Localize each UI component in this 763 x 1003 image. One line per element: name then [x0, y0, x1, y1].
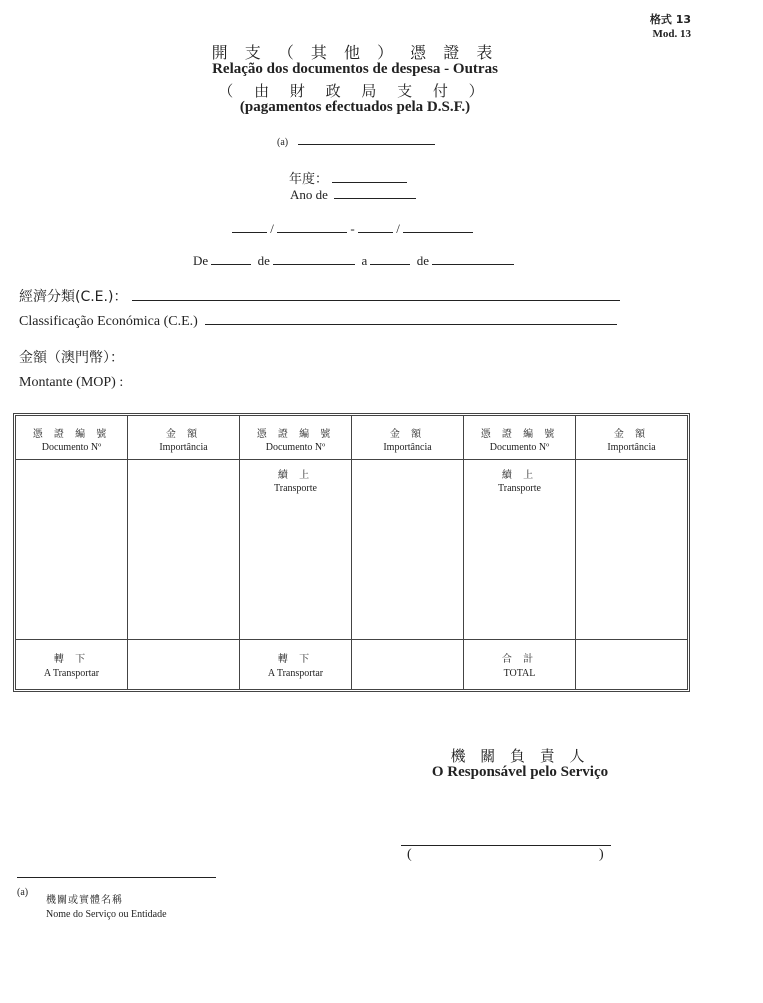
header-cell — [240, 416, 352, 460]
slash-2: / — [396, 221, 400, 236]
carry-amount-cell[interactable] — [128, 640, 240, 690]
header-pt: Documento Nº — [41, 442, 102, 453]
signature-line[interactable] — [401, 845, 611, 846]
document-cell[interactable] — [240, 460, 352, 640]
ce-field-pt — [19, 314, 617, 330]
range-dash: - — [350, 221, 355, 236]
amount-cell[interactable] — [128, 460, 240, 640]
header-zh: 金 額 — [389, 429, 426, 440]
amount-cell[interactable] — [576, 460, 688, 640]
title-pt: Relação dos documentos de despesa - Outras — [212, 61, 498, 77]
table-footer-row — [16, 640, 688, 690]
year-blank-pt[interactable] — [334, 197, 416, 199]
period-day-blank[interactable] — [211, 263, 251, 265]
ce-blank-pt[interactable] — [205, 323, 617, 325]
header-pt: Importância — [159, 442, 208, 453]
transport-zh: 續 上 — [277, 470, 314, 481]
period-field — [193, 253, 514, 269]
signature-title-zh: 機 關 負 責 人 — [450, 747, 590, 765]
carry-zh: 轉 下 — [53, 654, 90, 665]
ce-blank-zh[interactable] — [132, 299, 620, 301]
signature-open-paren: ( — [407, 847, 412, 862]
amount-cell[interactable] — [352, 460, 464, 640]
footnote-rule — [17, 877, 216, 878]
form-code-zh: 格式 13 — [649, 13, 691, 26]
ce-label-pt: Classificação Económica (C.E.) — [19, 314, 198, 329]
table-body-row — [16, 460, 688, 640]
date-range-blanks — [232, 221, 473, 237]
signature-title-pt: O Responsável pelo Serviço — [431, 764, 609, 780]
period-month2-blank[interactable] — [432, 263, 514, 265]
year-field-zh — [289, 168, 407, 187]
start-month-blank[interactable] — [277, 231, 347, 233]
header-cell — [16, 416, 128, 460]
entity-blank[interactable] — [298, 143, 435, 145]
header-zh: 憑 證 編 號 — [256, 429, 335, 440]
header-cell — [464, 416, 576, 460]
period-de-1: De — [193, 253, 209, 268]
year-label-zh: 年度： — [289, 172, 329, 187]
carry-pt: A Transportar — [267, 668, 324, 679]
header-zh: 金 額 — [613, 429, 650, 440]
table-header-row — [16, 416, 688, 460]
transport-zh: 續 上 — [501, 470, 538, 481]
carry-zh: 轉 下 — [277, 654, 314, 665]
start-day-blank[interactable] — [232, 231, 267, 233]
year-field-pt — [290, 187, 416, 203]
period-day2-blank[interactable] — [370, 263, 410, 265]
title-zh: 開 支 （ 其 他 ） 憑 證 表 — [211, 43, 499, 62]
year-label-pt: Ano de — [290, 187, 328, 202]
signature-close-paren: ) — [599, 847, 604, 862]
carry-pt: A Transportar — [43, 668, 100, 679]
end-day-blank[interactable] — [358, 231, 393, 233]
ce-field-zh — [19, 286, 620, 306]
header-pt: Importância — [607, 442, 656, 453]
period-de-2: de — [257, 253, 270, 268]
subtitle-zh: （ 由 財 政 局 支 付 ） — [218, 82, 492, 100]
subtitle-pt: (pagamentos efectuados pela D.S.F.) — [239, 99, 471, 115]
footnote-marker: (a) — [17, 887, 29, 898]
form-code-pt: Mod. 13 — [652, 28, 691, 40]
document-cell[interactable] — [16, 460, 128, 640]
carry-label-cell — [240, 640, 352, 690]
period-de-3: de — [416, 253, 430, 268]
footnote-pt: Nome do Serviço ou Entidade — [46, 909, 167, 920]
header-pt: Importância — [383, 442, 432, 453]
total-zh: 合 計 — [501, 654, 538, 665]
entity-marker: (a) — [277, 137, 289, 148]
total-pt: TOTAL — [503, 668, 536, 679]
entity-field — [277, 132, 435, 150]
ce-label-zh: 經濟分類(C.E.)： — [19, 289, 128, 305]
amount-label-zh: 金額（澳門幣）： — [19, 350, 124, 366]
carry-label-cell — [16, 640, 128, 690]
slash-1: / — [270, 221, 274, 236]
header-cell — [352, 416, 464, 460]
carry-amount-cell[interactable] — [352, 640, 464, 690]
period-month-blank[interactable] — [273, 263, 355, 265]
transport-pt: Transporte — [498, 483, 541, 494]
header-pt: Documento Nº — [265, 442, 326, 453]
header-cell — [128, 416, 240, 460]
footnote-zh: 機關或實體名稱 — [46, 895, 123, 906]
header-pt: Documento Nº — [489, 442, 550, 453]
transport-pt: Transporte — [274, 483, 317, 494]
header-zh: 憑 證 編 號 — [480, 429, 559, 440]
documents-table — [15, 415, 688, 690]
header-cell — [576, 416, 688, 460]
header-zh: 金 額 — [165, 429, 202, 440]
end-month-blank[interactable] — [403, 231, 473, 233]
total-amount-cell[interactable] — [576, 640, 688, 690]
amount-label-pt: Montante (MOP) : — [19, 375, 124, 390]
header-zh: 憑 證 編 號 — [32, 429, 111, 440]
total-label-cell — [464, 640, 576, 690]
document-cell[interactable] — [464, 460, 576, 640]
period-a: a — [361, 253, 368, 268]
year-blank-zh[interactable] — [332, 181, 407, 183]
